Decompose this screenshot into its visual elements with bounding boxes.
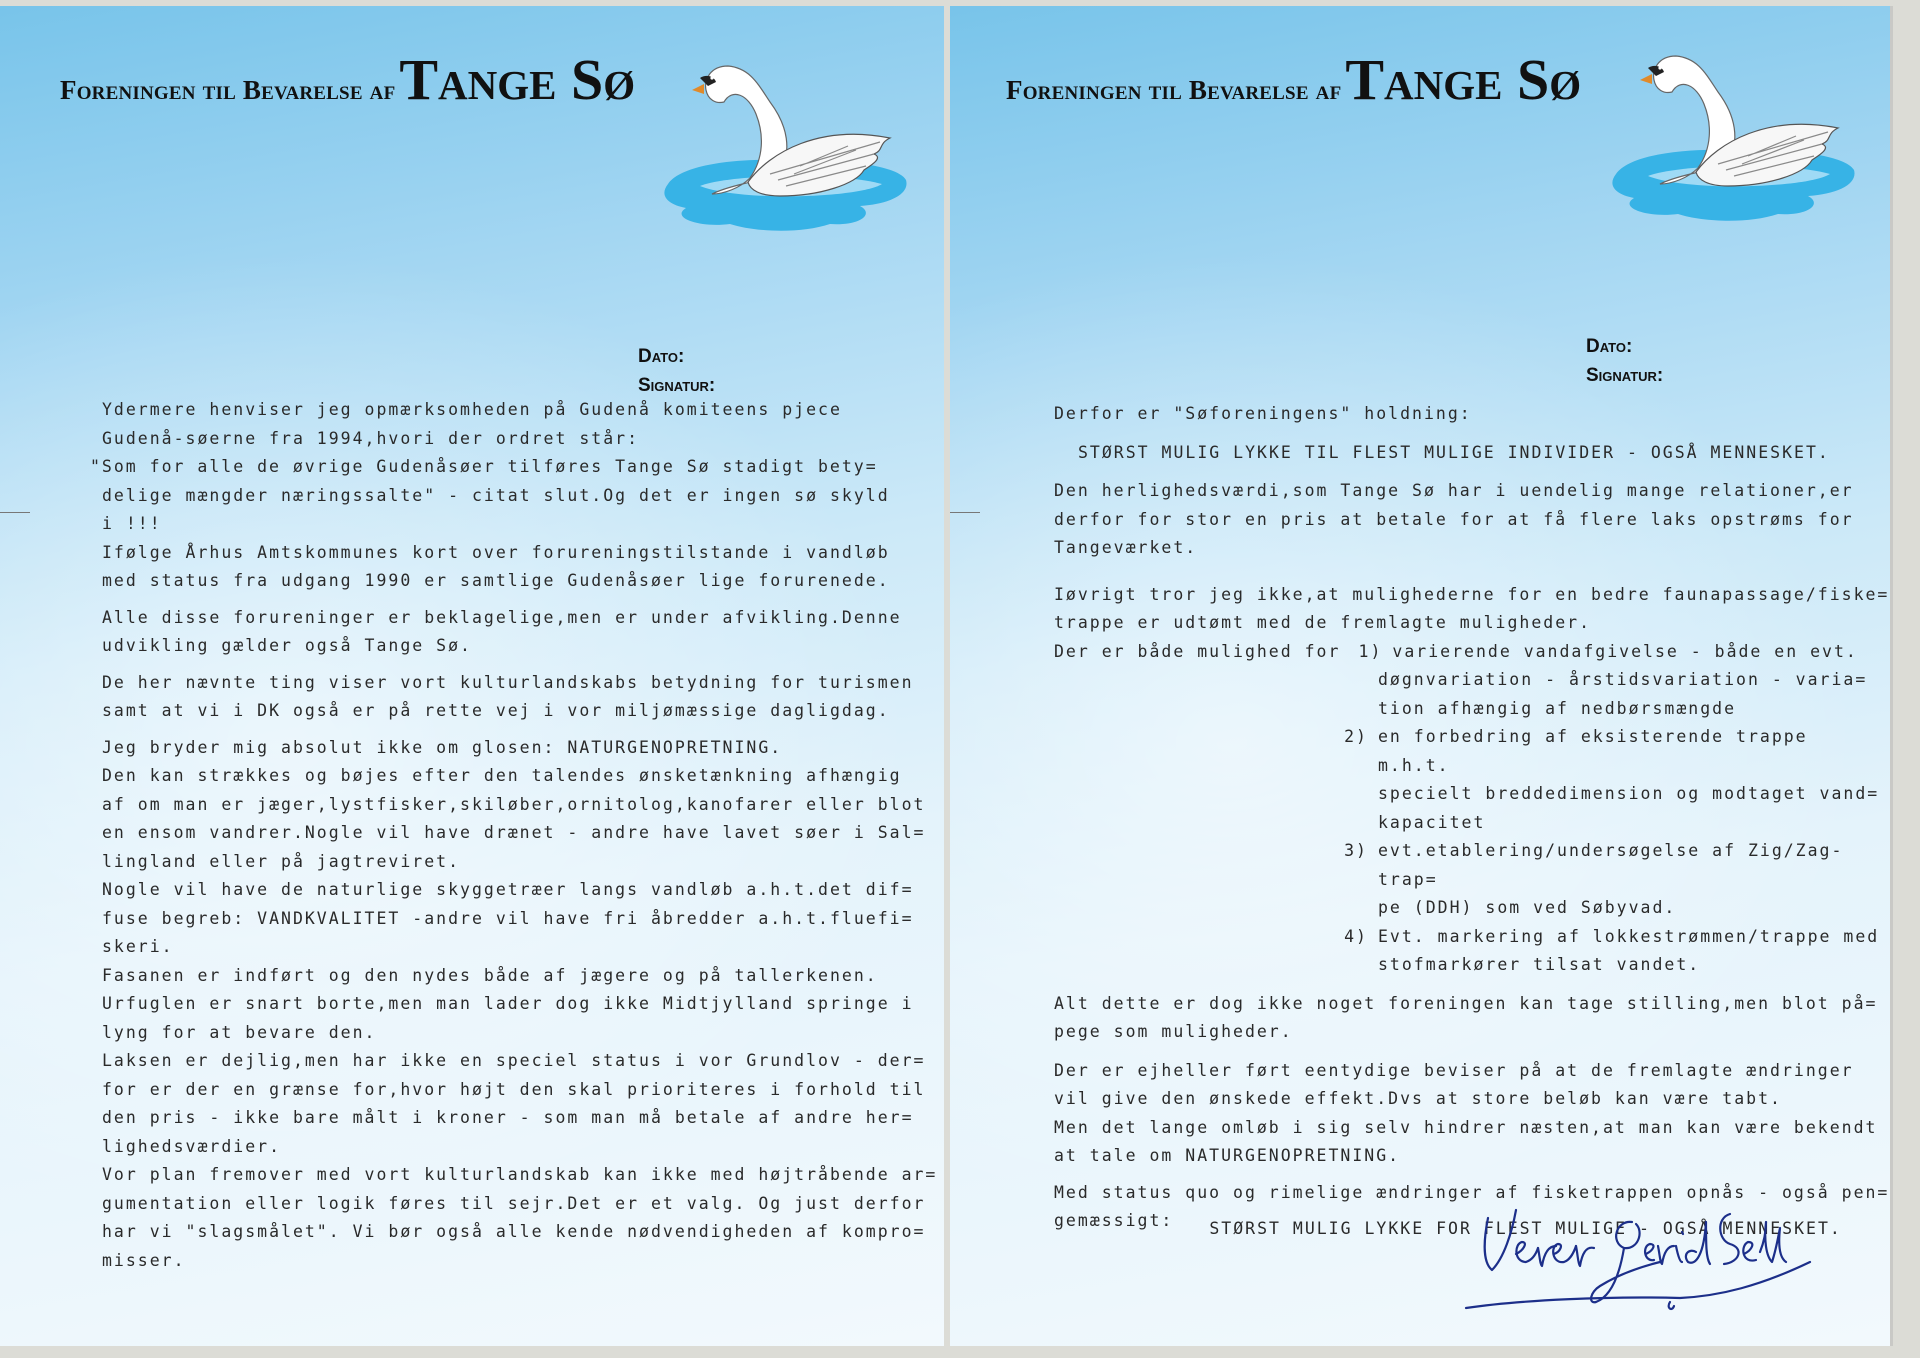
letterhead-title [1006, 46, 1581, 113]
text-line: Vor plan fremover med vort kulturlandskab kan ikke med højtråbende ar= [102, 1165, 938, 1184]
text-line: skeri. [102, 937, 174, 956]
org-prefix: Foreningen til Bevarelse af [1006, 75, 1342, 105]
text-line: lyng for at bevare den. [102, 1022, 377, 1042]
text-line: udvikling gælder også Tange Sø. [102, 636, 472, 655]
text-line: Alle disse forureninger er beklagelige,men er under afvikling.Denne [102, 607, 902, 627]
text-line: "Som for alle de øvrige Gudenåsøer tilføres Tange Sø stadigt bety= [90, 457, 878, 476]
motto-line: STØRST MULIG LYKKE TIL FLEST MULIGE INDIVIDER - OGSÅ MENNESKET. [1078, 442, 1830, 462]
text-line: Fasanen er indført og den nydes både af jægere og på tallerkenen. [102, 965, 878, 985]
list-item [1054, 638, 1890, 667]
text-line: vil give den ønskede effekt.Dvs at store beløb kan være tabt. [1054, 1089, 1782, 1108]
text-line: en ensom vandrer.Nogle vil have drænet - andre have lavet søer i Sal= [102, 823, 926, 842]
list-number: 2) [1344, 727, 1368, 746]
date-label: Dato: [1586, 336, 1633, 357]
letter-page-right [950, 6, 1893, 1346]
text-line: Urfuglen er snart borte,men man lader dog ikke Midtjylland springe i [102, 994, 914, 1013]
list-lead: Der er både mulighed for [1054, 641, 1341, 661]
text-line: pe (DDH) som ved Søbyvad. [1378, 898, 1677, 917]
text-line: lighedsværdier. [102, 1136, 282, 1156]
punch-mark [0, 512, 30, 513]
list-number: 4) [1344, 926, 1368, 946]
letter-page-left [0, 6, 944, 1346]
text-line: Derfor er "Søforeningens" holdning: [1054, 404, 1472, 423]
org-name: Tange Sø [399, 47, 636, 112]
text-line: Laksen er dejlig,men har ikke en speciel status i vor Grundlov - der= [102, 1051, 926, 1070]
text-line: samt at vi i DK også er på rette vej i vor miljømæssige dagligdag. [102, 701, 890, 720]
text-line: at tale om NATURGENOPRETNING. [1054, 1146, 1401, 1165]
org-name: Tange Sø [1345, 47, 1582, 112]
list-item [1326, 837, 1890, 894]
text-line: trappe er udtømt med de fremlagte muligheder. [1054, 613, 1592, 632]
text-line: Gudenå-søerne fra 1994,hvori der ordret står: [102, 428, 640, 448]
text-line: fuse begreb: VANDKVALITET -andre vil have fri åbredder a.h.t.fluefi= [102, 908, 914, 928]
text-line: kapacitet [1378, 812, 1486, 832]
text-line: Ifølge Århus Amtskommunes kort over forureningstilstande i vandløb [102, 542, 890, 562]
list-text: varierende vandafgivelse - både en evt. [1392, 641, 1858, 661]
text-line: tion afhængig af nedbørsmængde [1378, 698, 1737, 718]
letter-body-left [90, 396, 938, 1275]
text-line: Jeg bryder mig absolut ikke om glosen: NATURGENOPRETNING. [102, 737, 783, 757]
text-line: Ydermere henviser jeg opmærksomheden på Gudenå komiteens pjece [102, 400, 842, 419]
date-signature-block [638, 342, 715, 400]
swan-logo-icon [660, 54, 910, 244]
text-line: stofmarkører tilsat vandet. [1378, 955, 1701, 974]
date-label: Dato: [638, 346, 685, 367]
text-line: Tangeværket. [1054, 538, 1198, 557]
closing-motto: STØRST MULIG LYKKE FOR FLEST MULIGE - OGSÅ MENNESKET. [1209, 1219, 1842, 1238]
swan-logo-icon [1608, 44, 1858, 234]
list-item [1326, 723, 1890, 780]
list-item [1326, 923, 1890, 952]
text-line: gemæssigt: [1054, 1211, 1174, 1230]
text-line: har vi "slagsmålet". Vi bør også alle kende nødvendigheden af kompro= [102, 1222, 926, 1241]
text-line: døgnvariation - årstidsvariation - varia= [1378, 670, 1868, 689]
date-signature-block [1586, 332, 1663, 390]
text-line: derfor for stor en pris at betale for at få flere laks opstrøms for [1054, 509, 1854, 529]
text-line: Nogle vil have de naturlige skyggetræer langs vandløb a.h.t.det dif= [102, 880, 914, 899]
text-line: Med status quo og rimelige ændringer af fisketrappen opnås - også pen= [1054, 1182, 1890, 1202]
list-text: Evt. markering af lokkestrømmen/trappe med [1378, 926, 1880, 946]
text-line: pege som muligheder. [1054, 1022, 1293, 1041]
signature-label: Signatur: [1586, 365, 1664, 386]
text-line: De her nævnte ting viser vort kulturlandskabs betydning for turismen [102, 672, 914, 692]
punch-mark [950, 512, 980, 513]
text-line: specielt breddedimension og modtaget vand= [1378, 784, 1880, 803]
text-line: med status fra udgang 1990 er samtlige Gudenåsøer lige forurenede. [102, 571, 890, 590]
org-prefix: Foreningen til Bevarelse af [60, 75, 396, 105]
text-line: Der er ejheller ført eentydige beviser på at de fremlagte ændringer [1054, 1060, 1854, 1080]
text-line: Den kan strækkes og bøjes efter den talendes ønsketænkning afhængig [102, 766, 902, 785]
list-number: 3) [1344, 841, 1368, 860]
text-line: af om man er jæger,lystfisker,skiløber,ornitolog,kanofarer eller blot [102, 794, 926, 814]
text-line: gumentation eller logik føres til sejr.Det er et valg. Og just derfor [102, 1193, 926, 1213]
text-line: i !!! [102, 514, 162, 533]
list-text: evt.etablering/undersøgelse af Zig/Zag-trap= [1378, 841, 1844, 889]
letterhead-title [60, 46, 635, 113]
letter-body-right [1054, 400, 1890, 1236]
text-line: den pris - ikke bare målt i kroner - som man må betale af andre her= [102, 1108, 914, 1127]
text-line: Iøvrigt tror jeg ikke,at mulighederne for en bedre faunapassage/fiske= [1054, 584, 1890, 604]
text-line: lingland eller på jagtreviret. [102, 851, 461, 871]
signature-label: Signatur: [638, 375, 716, 396]
text-line: for er der en grænse for,hvor højt den skal prioriteres i forhold til [102, 1079, 926, 1099]
list-number: 1) [1358, 641, 1383, 661]
text-line: Men det lange omløb i sig selv hindrer næsten,at man kan være bekendt [1054, 1117, 1878, 1137]
text-line: Alt dette er dog ikke noget foreningen kan tage stilling,men blot på= [1054, 993, 1878, 1013]
handwritten-signature [1460, 1192, 1840, 1322]
list-text: en forbedring af eksisterende trappe m.h.t. [1378, 727, 1808, 775]
text-line: delige mængder næringssalte" - citat slut.Og det er ingen sø skyld [102, 485, 890, 505]
text-line: misser. [102, 1250, 186, 1270]
text-line: Den herlighedsværdi,som Tange Sø har i uendelig mange relationer,er [1054, 481, 1854, 500]
